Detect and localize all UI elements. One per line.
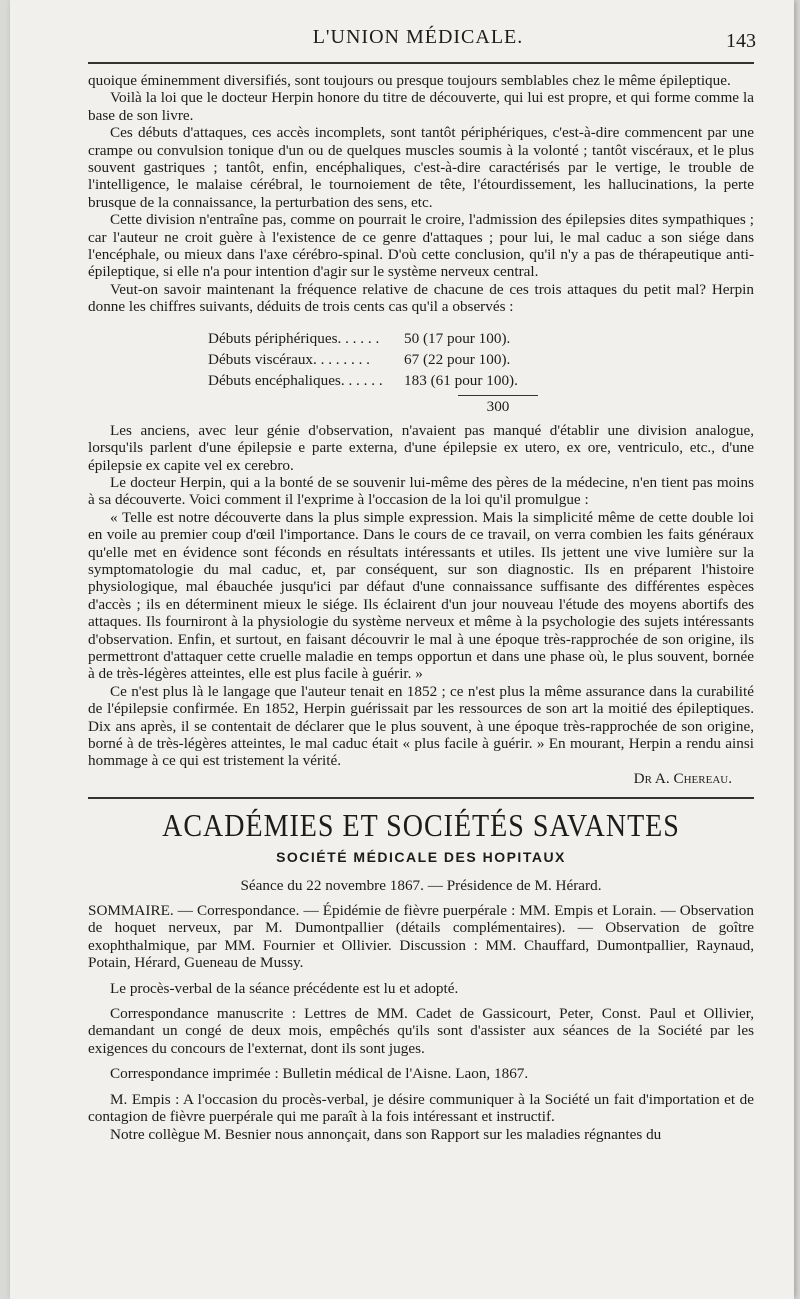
stat-label: Débuts viscéraux. . . . . . . . bbox=[208, 350, 370, 368]
page-number: 143 bbox=[726, 30, 756, 52]
paragraph: Voilà la loi que le docteur Herpin honore du titre de découverte, qui lui est propre, et qui forme comme la base de son livre. bbox=[88, 89, 754, 124]
table-row bbox=[88, 328, 754, 349]
section-heading: ACADÉMIES ET SOCIÉTÉS SAVANTES bbox=[162, 808, 680, 845]
stat-value: 183 (61 pour 100). bbox=[404, 371, 518, 389]
statistics-table bbox=[88, 328, 754, 418]
paragraph: Le docteur Herpin, qui a la bonté de se souvenir lui-même des pères de la médecine, n'en tient pas moins à sa découverte. Voici comment il l'exprime à l'occasion de la loi qu'il promulgue : bbox=[88, 473, 754, 509]
subsection-heading: SOCIÉTÉ MÉDICALE DES HOPITAUX bbox=[276, 849, 566, 866]
running-title: L'UNION MÉDICALE. bbox=[312, 26, 524, 48]
article-body bbox=[88, 72, 754, 1143]
paragraph: Cette division n'entraîne pas, comme on pourrait le croire, l'admission des épilepsies dites sympathiques ; car l'auteur ne croit guère à l'existence de ce genre d'attaques ; pour lui, le mal caduc a son siége dans l'encéphale, ou mieux dans l'axe cérébro-spinal. D'où cette conclusion, qu'il n'y a pas de thérapeutique anti-épileptique, si elle n'a pour intention d'agir sur le système nerveux central. bbox=[88, 211, 754, 281]
section-rule bbox=[88, 797, 754, 799]
session-line: Séance du 22 novembre 1867. — Présidence de M. Hérard. bbox=[240, 876, 602, 894]
stat-label: Débuts encéphaliques. . . . . . bbox=[208, 371, 383, 389]
paragraph: Veut-on savoir maintenant la fréquence relative de chacune de ces trois attaques du petit mal? Herpin donne les chiffres suivants, déduits de trois cents cas qu'il a observés : bbox=[88, 280, 754, 316]
paragraph: M. Empis : A l'occasion du procès-verbal, je désire communiquer à la Société un fait d'importation et de contagion de fièvre puerpérale qui me paraît à la fois intéressant et instructif. bbox=[88, 1090, 754, 1126]
paragraph: Le procès-verbal de la séance précédente est lu et adopté. bbox=[110, 979, 459, 997]
paragraph: quoique éminemment diversifiés, sont toujours ou presque toujours semblables chez le même épileptique. bbox=[88, 72, 731, 89]
stat-total: 300 bbox=[458, 395, 538, 418]
summary bbox=[88, 902, 754, 972]
quotation: « Telle est notre découverte dans la plus simple expression. Mais la simplicité même de cette double loi en voile au premier coup d'œil l'importance. Dans le cours de ce travail, on verra combien les faits généraux qu'elle met en évidence sont féconds en résultats intéressants et utiles. Ils jettent une vive lumière sur la symptomatologie du mal caduc, et, par conséquent, sur son diagnostic. Ils en préparent l'histoire physiologique, mal ébauchée jusqu'ici par défaut d'une connaissance suffisante des différentes espèces d'accès ; ils en déterminent mieux le siége. Ils éclairent d'un jour nouveau l'étude des moyens abortifs des attaques. Ils fourniront à la physiologie du système nerveux et même à la psychologie des sujets intéressants d'observation. Enfin, et surtout, en faisant découvrir le mal à une époque très-rapprochée de son origine, ils permettront d'attaquer cette cruelle maladie en temps opportun et dans une phase où, le plus souvent, bornée à de très-légères atteintes, elle est plus facile à guérir. » bbox=[88, 508, 754, 683]
paragraph: Ces débuts d'attaques, ces accès incomplets, sont tantôt périphériques, c'est-à-dire commencent par une crampe ou convulsion tonique d'un ou de quelques muscles soumis à la volonté ; tantôt viscéraux, et le plus souvent gastriques ; tantôt, enfin, encéphaliques, c'est-à-dire caractérisés par le vertige, le trouble de l'intelligence, le malaise cérébral, le tournoiement de tête, l'étourdissement, les hallucinations, la perte brusque de la connaissance, la perturbation des sens, etc. bbox=[88, 124, 754, 211]
paragraph: Correspondance imprimée : Bulletin médical de l'Aisne. Laon, 1867. bbox=[110, 1065, 529, 1083]
paragraph: Correspondance manuscrite : Lettres de MM. Cadet de Gassicourt, Peter, Const. Paul et Ollivier, demandant un congé de deux mois, empêchés qu'ils sont d'assister aux séances de la Société par les exigences du concours de l'externat, dont ils sont juges. bbox=[88, 1005, 754, 1057]
paragraph: Les anciens, avec leur génie d'observation, n'avaient pas manqué d'établir une division analogue, lorsqu'ils parlent d'une épilepsie e parte externa, d'une épilepsie ex utero, ex ore, ventriculo, etc., d'une épilepsie ex capite vel ex cerebro. bbox=[88, 421, 754, 474]
header-rule bbox=[88, 62, 754, 64]
table-row bbox=[88, 349, 754, 370]
stat-value: 50 (17 pour 100). bbox=[404, 329, 511, 347]
paragraph: Ce n'est plus là le langage que l'auteur tenait en 1852 ; ce n'est plus la même assurance dans la curabilité de l'épilepsie confirmée. En 1852, Herpin guérissait par les ressources de son art la moitié des épileptiques. Dix ans après, il se contentait de déclarer que le plus souvent, à une époque très-rapprochée de son origine, borné à de très-légères atteintes, le mal caduc était « plus facile à guérir. » En mourant, Herpin a rendu ainsi hommage à ce qui est tristement la vérité. bbox=[88, 682, 754, 770]
page-header bbox=[80, 26, 756, 56]
table-row bbox=[88, 370, 754, 391]
journal-page bbox=[10, 0, 794, 1299]
stat-label: Débuts périphériques. . . . . . bbox=[208, 329, 380, 347]
summary-text: SOMMAIRE. — Correspondance. — Épidémie de fièvre puerpérale : MM. Empis et Lorain. — Observation de hoquet nerveux, par M. Dumontpallier (détails complémentaires). — Observation de goître exophthalmique, par MM. Fournier et Ollivier. Discussion : MM. Chauffard, Dumontpallier, Raynaud, Potain, Hérard, Gueneau de Mussy. bbox=[88, 902, 754, 972]
paragraph: Notre collègue M. Besnier nous annonçait, dans son Rapport sur les maladies régnantes du bbox=[110, 1125, 662, 1143]
stat-value: 67 (22 pour 100). bbox=[404, 350, 511, 368]
author-signature: Dr A. Chereau. bbox=[633, 769, 732, 787]
